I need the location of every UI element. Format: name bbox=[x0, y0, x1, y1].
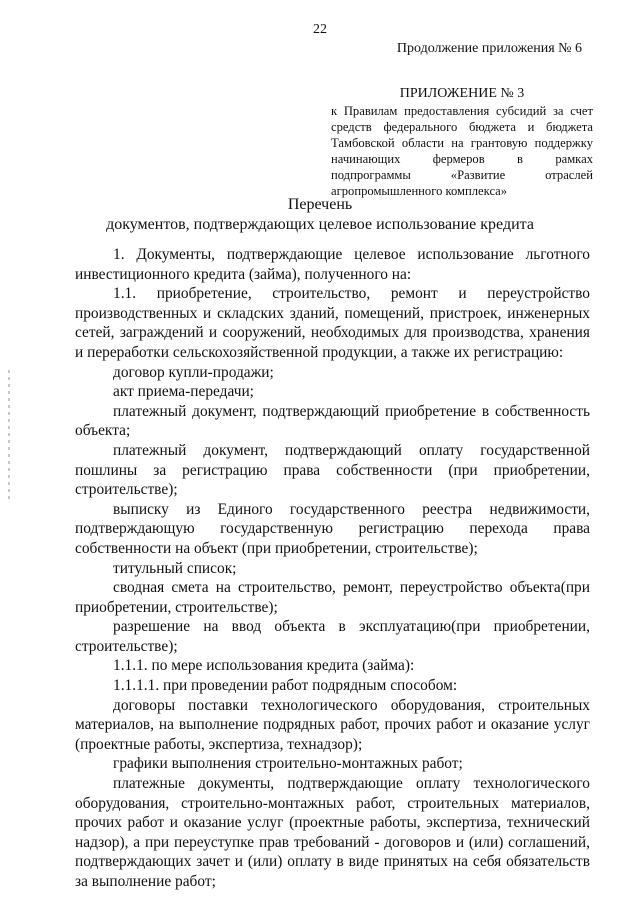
document-body bbox=[75, 245, 590, 892]
document-subtitle: документов, подтверждающих целевое использование кредита bbox=[106, 216, 534, 233]
paragraph: графики выполнения строительно-монтажных работ; bbox=[113, 755, 463, 773]
paragraph: 1.1.1.1. при проведении работ подрядным способом: bbox=[113, 677, 458, 695]
appendix-heading: ПРИЛОЖЕНИЕ № 3 bbox=[399, 86, 525, 101]
paragraph: выписку из Единого государственного реестра недвижимости, подтверждающую государственную регистрацию перехода права собственности на объект (при приобретении, строительстве); bbox=[75, 500, 590, 557]
paragraph: акт приема-передачи; bbox=[113, 383, 254, 401]
continuation-note: Продолжение приложения № 6 bbox=[396, 41, 582, 56]
paragraph: 1. Документы, подтверждающие целевое использование льготного инвестиционного кредита (займа), полученного на: bbox=[75, 246, 590, 283]
paragraph: титульный список; bbox=[113, 559, 237, 577]
paragraph: договор купли-продажи; bbox=[113, 363, 274, 381]
paragraph: разрешение на ввод объекта в эксплуатацию(при приобретении, строительстве); bbox=[75, 618, 590, 655]
appendix-line: к Правилам предоставления субсидий за счет bbox=[331, 104, 593, 118]
appendix-line: подпрограммы «Развитие отраслей bbox=[331, 168, 593, 182]
document-title: Перечень bbox=[287, 196, 353, 213]
paragraph: платежные документы, подтверждающие оплату технологического оборудования, строительно-монтажных работ, строительных материалов, прочих работ и оказание услуг (проектные работы, экспертиза, технический надзор), а при переуступке прав требований - договоров и (или) соглашений, подтверждающих зачет и (или) оплату в виде принятых на себя обязательств за выполнение работ; bbox=[75, 775, 590, 890]
appendix-line: агропромышленного комплекса» bbox=[331, 184, 508, 198]
paragraph: платежный документ, подтверждающий оплату государственной пошлины за регистрацию права собственности (при приобретении, строительстве); bbox=[75, 441, 590, 499]
page-number: 22 bbox=[313, 22, 327, 37]
paragraph: договоры поставки технологического оборудования, строительных материалов, на выполнение подрядных работ, прочих работ и оказание услуг (проектные работы, экспертиза, технадзор); bbox=[75, 696, 590, 753]
scan-margin-mark bbox=[8, 370, 10, 500]
paragraph: платежный документ, подтверждающий приобретение в собственность объекта; bbox=[75, 402, 590, 440]
appendix-line: Тамбовской области на грантовую поддержку bbox=[331, 136, 593, 150]
paragraph: сводная смета на строительство, ремонт, переустройство объекта(при приобретении, строительстве); bbox=[75, 579, 590, 616]
paragraph: 1.1. приобретение, строительство, ремонт и переустройство производственных и складских зданий, помещений, пристроек, инженерных сетей, заграждений и сооружений, необходимых для производства, хранения и переработки сельскохозяйственной продукции, а также их регистрацию: bbox=[75, 285, 590, 361]
paragraph: 1.1.1. по мере использования кредита (займа): bbox=[113, 657, 415, 675]
appendix-block bbox=[331, 86, 593, 199]
appendix-line: начинающих фермеров в рамках bbox=[331, 152, 593, 166]
appendix-line: средств федерального бюджета и бюджета bbox=[331, 120, 593, 134]
